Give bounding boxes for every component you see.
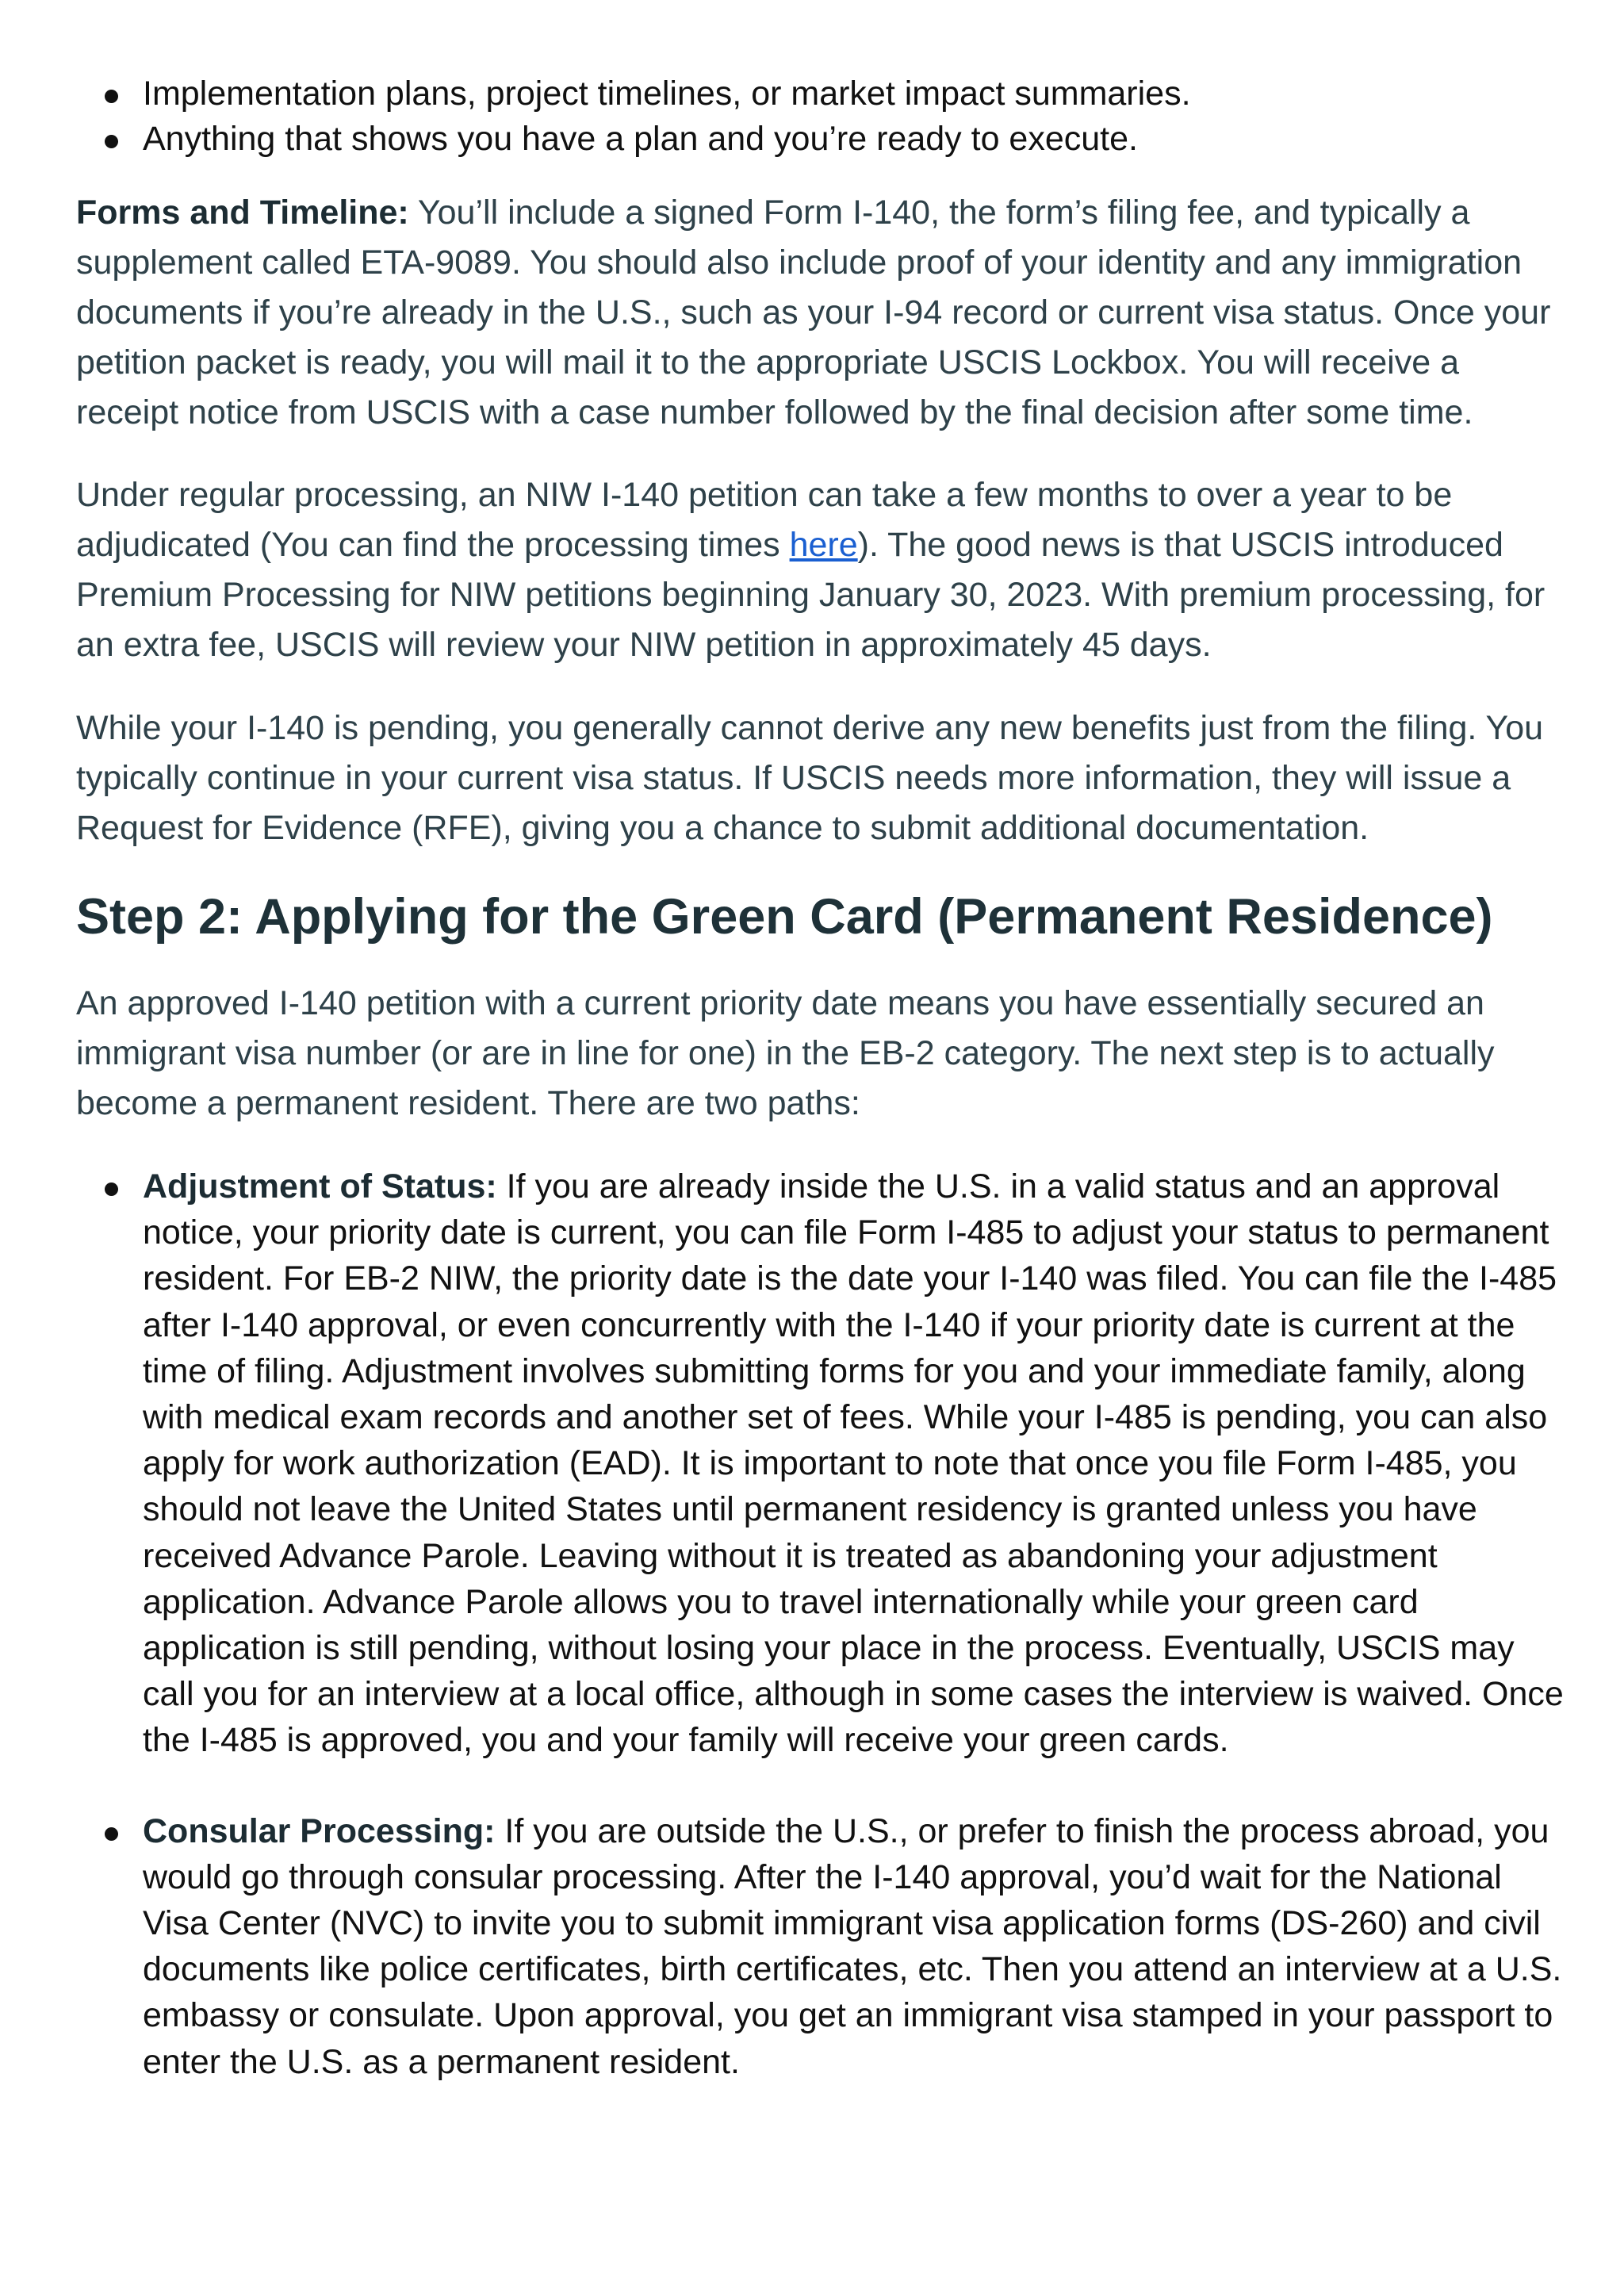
processing-text-before: Under regular processing, an NIW I-140 petition can take a few months to over a year to be adjudicated (You can find the processing times <box>76 476 1453 564</box>
list-item: Implementation plans, project timelines, or market impact summaries. <box>76 71 1567 117</box>
consular-text: If you are outside the U.S., or prefer to finish the process abroad, you would go through consular processing. After the I-140 approval, you’d wait for the National Visa Center (NVC) to invite you to submit immigrant visa application forms (DS-260) and civil documents like police certificates, birth certificates, etc. Then you attend an interview at a U.S. embassy or consulate. Upon approval, you get an immigrant visa stamped in your passport to enter the U.S. as a permanent resident. <box>143 1811 1562 2081</box>
processing-text-after: ). The good news is that USCIS introduced Premium Processing for NIW petitions beginning January 30, 2023. With premium processing, for an extra fee, USCIS will review your NIW petition in approximately 45 days. <box>76 526 1545 664</box>
adjustment-text: If you are already inside the U.S. in a valid status and an approval notice, your priority date is current, you can file Form I-485 to adjust your status to permanent resident. For EB-2 NIW, the priority date is the date your I-140 was filed. You can file the I-485 after I-140 approval, or even concurrently with the I-140 if your priority date is current at the time of filing. Adjustment involves submitting forms for you and your immediate family, along with medical exam records and another set of fees. While your I-485 is pending, you can also apply for work authorization (EAD). It is important to note that once you file Form I-485, you should not leave the United States until permanent residency is granted unless you have received Advance Parole. Leaving without it is treated as abandoning your adjustment application. Advance Parole allows you to travel internationally while your green card application is still pending, without losing your place in the process. Eventually, USCIS may call you for an interview at a local office, although in some cases the interview is waived. Once the I-485 is approved, you and your family will receive your green cards. <box>143 1167 1564 1760</box>
step-2-heading: Step 2: Applying for the Green Card (Permanent Residence) <box>76 889 1493 945</box>
forms-timeline-label: Forms and Timeline: <box>76 194 409 232</box>
document-page <box>76 71 1567 2085</box>
green-card-paths-list <box>76 1163 1567 2085</box>
list-item-adjustment-of-status <box>76 1163 1567 1764</box>
forms-timeline-paragraph <box>76 188 1567 438</box>
pending-paragraph: While your I-140 is pending, you generally cannot derive any new benefits just from the filing. You typically continue in your current visa status. If USCIS needs more information, they will issue a Request for Evidence (RFE), giving you a chance to submit additional documentation. <box>76 709 1544 847</box>
list-item: Anything that shows you have a plan and you’re ready to execute. <box>76 117 1567 162</box>
adjustment-label: Adjustment of Status: <box>143 1167 497 1205</box>
forms-timeline-text: You’ll include a signed Form I-140, the form’s filing fee, and typically a supplement called ETA-9089. You should also include proof of your identity and any immigration documents if you’re already in the U.S., such as your I-94 record or current visa status. Once your petition packet is ready, you will mail it to the appropriate USCIS Lockbox. You will receive a receipt notice from USCIS with a case number followed by the final decision after some time. <box>76 194 1551 431</box>
list-item-consular-processing <box>76 1808 1567 2085</box>
processing-times-paragraph <box>76 470 1567 670</box>
step-2-intro-paragraph: An approved I-140 petition with a current priority date means you have essentially secured an immigrant visa number (or are in line for one) in the EB-2 category. The next step is to actually become a permanent resident. There are two paths: <box>76 984 1495 1122</box>
processing-times-link[interactable]: here <box>789 526 858 564</box>
evidence-bullet-list <box>76 71 1567 162</box>
consular-label: Consular Processing: <box>143 1811 496 1850</box>
